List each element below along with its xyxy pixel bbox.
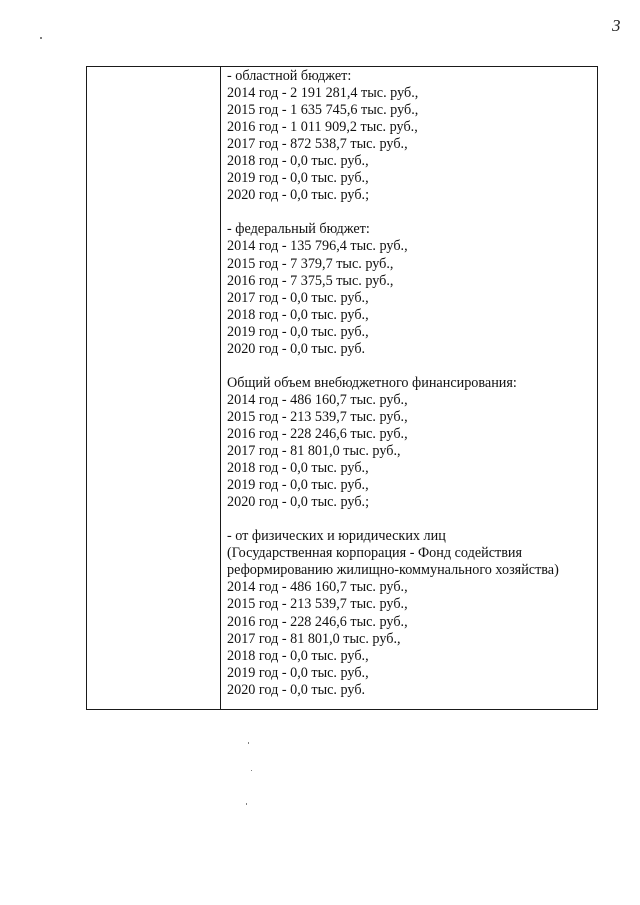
federal-budget-2017: 2017 год - 0,0 тыс. руб., bbox=[227, 289, 369, 306]
federal-budget-2016: 2016 год - 7 375,5 тыс. руб., bbox=[227, 272, 394, 289]
individuals-2019: 2019 год - 0,0 тыс. руб., bbox=[227, 664, 369, 681]
individuals-heading-line-2: (Государственная корпорация - Фонд содействия bbox=[227, 545, 523, 562]
individuals-heading-line-1: - от физических и юридических лиц bbox=[227, 528, 446, 545]
individuals-2015: 2015 год - 213 539,7 тыс. руб., bbox=[227, 596, 408, 613]
section-spacer bbox=[227, 204, 593, 221]
extrabudgetary-2014: 2014 год - 486 160,7 тыс. руб., bbox=[227, 391, 408, 408]
scan-speck bbox=[40, 37, 42, 39]
regional-budget-2019: 2019 год - 0,0 тыс. руб., bbox=[227, 170, 369, 187]
federal-budget-2019: 2019 год - 0,0 тыс. руб., bbox=[227, 323, 369, 340]
regional-budget-2020: 2020 год - 0,0 тыс. руб.; bbox=[227, 187, 370, 204]
regional-budget-2016: 2016 год - 1 011 909,2 тыс. руб., bbox=[227, 119, 418, 136]
federal-budget-2020: 2020 год - 0,0 тыс. руб. bbox=[227, 340, 366, 357]
individuals-2017: 2017 год - 81 801,0 тыс. руб., bbox=[227, 630, 401, 647]
extrabudgetary-2020: 2020 год - 0,0 тыс. руб.; bbox=[227, 494, 370, 511]
table-right-cell bbox=[227, 68, 593, 699]
federal-budget-2014: 2014 год - 135 796,4 тыс. руб., bbox=[227, 238, 408, 255]
regional-budget-heading: - областной бюджет: bbox=[227, 68, 352, 84]
federal-budget-heading: - федеральный бюджет: bbox=[227, 221, 370, 238]
scan-speck bbox=[246, 803, 247, 805]
individuals-2020: 2020 год - 0,0 тыс. руб. bbox=[227, 681, 366, 698]
individuals-2016: 2016 год - 228 246,6 тыс. руб., bbox=[227, 613, 408, 630]
page-number: 3 bbox=[612, 16, 621, 35]
table-left-cell bbox=[87, 67, 221, 709]
regional-budget-2015: 2015 год - 1 635 745,6 тыс. руб., bbox=[227, 102, 419, 119]
individuals-2014: 2014 год - 486 160,7 тыс. руб., bbox=[227, 579, 408, 596]
scan-speck bbox=[251, 770, 252, 771]
extrabudgetary-heading: Общий объем внебюджетного финансирования: bbox=[227, 374, 517, 391]
regional-budget-2014: 2014 год - 2 191 281,4 тыс. руб., bbox=[227, 85, 419, 102]
federal-budget-2015: 2015 год - 7 379,7 тыс. руб., bbox=[227, 255, 394, 272]
extrabudgetary-2017: 2017 год - 81 801,0 тыс. руб., bbox=[227, 443, 401, 460]
scan-speck bbox=[248, 742, 249, 744]
extrabudgetary-2019: 2019 год - 0,0 тыс. руб., bbox=[227, 477, 369, 494]
regional-budget-2018: 2018 год - 0,0 тыс. руб., bbox=[227, 153, 369, 170]
extrabudgetary-2018: 2018 год - 0,0 тыс. руб., bbox=[227, 460, 369, 477]
federal-budget-2018: 2018 год - 0,0 тыс. руб., bbox=[227, 306, 369, 323]
extrabudgetary-2016: 2016 год - 228 246,6 тыс. руб., bbox=[227, 425, 408, 442]
section-spacer bbox=[227, 358, 593, 375]
funding-table bbox=[86, 66, 598, 710]
extrabudgetary-2015: 2015 год - 213 539,7 тыс. руб., bbox=[227, 408, 408, 425]
individuals-2018: 2018 год - 0,0 тыс. руб., bbox=[227, 647, 369, 664]
section-spacer bbox=[227, 511, 593, 528]
regional-budget-2017: 2017 год - 872 538,7 тыс. руб., bbox=[227, 136, 408, 153]
individuals-heading-line-3: реформированию жилищно-коммунального хозяйства) bbox=[227, 562, 559, 579]
